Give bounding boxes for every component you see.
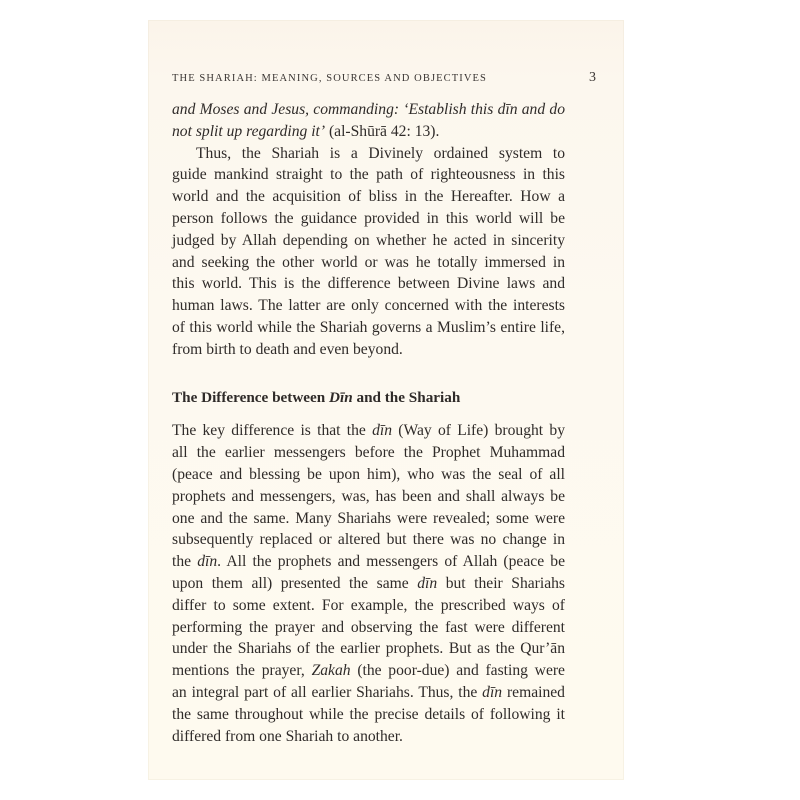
text-line: [172, 273, 565, 295]
text-segment: guide mankind straight to the path of righteousness in this: [172, 166, 565, 184]
text-segment: all the earlier messengers before the Prophet Muhammad: [172, 444, 565, 462]
text-line: [172, 295, 565, 317]
text-segment: remained: [502, 683, 565, 701]
text-segment: but their Shariahs: [437, 574, 565, 592]
italic-text: dīn: [197, 553, 218, 571]
text-segment: an integral part of all earlier Shariahs. Thus, the: [172, 683, 483, 701]
text-line: [172, 529, 565, 551]
text-line: [172, 726, 565, 748]
text-line: [172, 164, 565, 186]
paragraph-quote-continuation: [172, 99, 565, 143]
text-line: [172, 121, 565, 143]
text-segment: human laws. The latter are only concerned with the interests: [172, 297, 565, 315]
text-segment: (peace and blessing be upon him), who was the seal of all: [172, 465, 565, 483]
italic-text: dīn: [372, 422, 393, 440]
text-line: [172, 464, 565, 486]
text-segment: performing the prayer and observing the fast were different: [172, 618, 565, 636]
italic-text: and Moses and Jesus, commanding: ‘Establish this dīn and do: [172, 101, 565, 118]
text-segment: mentions the prayer,: [172, 662, 312, 680]
text-segment: differed from one Shariah to another.: [172, 727, 403, 745]
text-line: [172, 486, 565, 508]
text-line: [172, 617, 565, 639]
text-line: [172, 595, 565, 617]
text-line: [172, 682, 565, 704]
text-segment: upon them all) presented the same: [172, 574, 418, 592]
text-segment: (Way of Life) brought by: [392, 422, 565, 440]
running-head: [172, 70, 596, 86]
text-line: [172, 186, 565, 208]
italic-text: Zakah: [311, 662, 351, 680]
text-segment: under the Shariahs of the earlier prophets. But as the Qur’ān: [172, 640, 565, 658]
text-line: [172, 660, 565, 682]
text-line: [172, 230, 565, 252]
text-segment: (the poor-due) and fasting were: [350, 662, 565, 680]
heading-text-italic: Dīn: [329, 388, 353, 406]
text-line: [172, 551, 565, 573]
text-line: [172, 420, 565, 442]
text-line: [172, 508, 565, 530]
heading-text-before: The Difference between: [172, 388, 330, 406]
text-line: [172, 573, 565, 595]
italic-text: dīn: [417, 574, 438, 592]
text-segment: of this world while the Shariah governs a Muslim’s entire life,: [172, 318, 565, 336]
text-segment: . All the prophets and messengers of Allah (peace be: [217, 553, 566, 571]
paragraph-din-vs-shariah: [172, 420, 565, 747]
book-page: [148, 20, 624, 780]
text-segment: the: [172, 553, 198, 571]
text-segment: prophets and messengers, was, has been and shall always be: [172, 487, 565, 505]
text-line: [172, 208, 565, 230]
text-segment: subsequently replaced or altered but there was no change in: [172, 531, 565, 549]
text-segment: judged by Allah depending on whether he acted in sincerity: [172, 231, 565, 249]
text-line: [172, 638, 565, 660]
paragraph-shariah-definition: [172, 143, 565, 361]
text-segment: The key difference is that the: [172, 422, 373, 440]
text-segment: this world. This is the difference between Divine laws and: [172, 275, 565, 293]
text-line: [172, 704, 565, 726]
italic-text: dīn: [482, 683, 503, 701]
italic-text: not split up regarding it’: [172, 122, 326, 140]
text-segment: (al-Shūrā 42: 13).: [325, 122, 440, 140]
text-line: [172, 442, 565, 464]
section-heading: [172, 387, 565, 409]
text-segment: differ to some extent. For example, the prescribed ways of: [172, 596, 565, 614]
text-line: [172, 99, 565, 121]
text-segment: one and the same. Many Shariahs were revealed; some were: [172, 509, 565, 527]
text-line: [172, 143, 565, 165]
body-text: [172, 99, 565, 747]
page-number: 3: [589, 70, 596, 85]
text-segment: the same throughout while the precise details of following it: [172, 705, 565, 723]
text-line: [172, 252, 565, 274]
text-segment: from birth to death and even beyond.: [172, 340, 403, 358]
running-head-title: THE SHARIAH: MEANING, SOURCES AND OBJECTIVES: [172, 73, 487, 84]
text-segment: and seeking the other world or was he totally immersed in: [172, 253, 565, 271]
text-line: [172, 339, 565, 361]
text-line: [172, 317, 565, 339]
text-segment: person follows the guidance provided in this world will be: [172, 209, 565, 227]
text-segment: world and the acquisition of bliss in the Hereafter. How a: [172, 188, 565, 206]
heading-text-after: and the Shariah: [352, 388, 461, 406]
text-segment: Thus, the Shariah is a Divinely ordained system to: [196, 144, 565, 162]
